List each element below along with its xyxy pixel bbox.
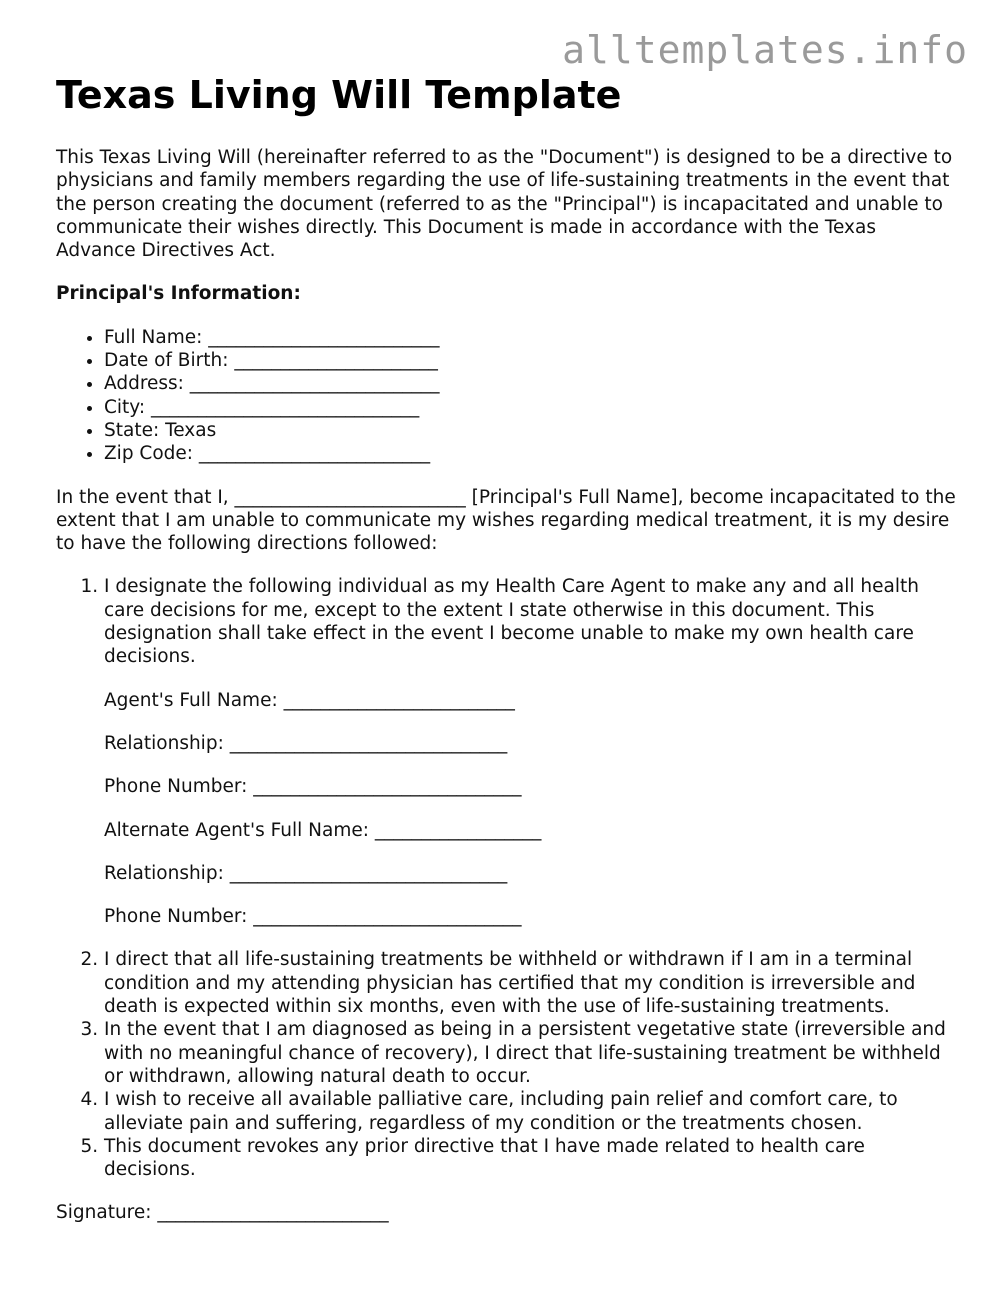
blank-line[interactable]: _________________________ [198, 443, 431, 465]
agent-fields [104, 689, 956, 929]
blank-line[interactable]: _____________________________ [253, 776, 522, 798]
event-paragraph: In the event that I, _________________________ [Principal's Full Name], become incapacitated to the extent that I am unable to communicate my wishes regarding medical treatment, it is my desire to have the following directions followed: [56, 486, 956, 555]
document [56, 72, 956, 1225]
directive-item-5: 5. This document revokes any prior directive that I have made related to health care decisions. [104, 1135, 956, 1182]
field-address: • Address: ___________________________ [104, 372, 956, 395]
agent-phone-field: Phone Number: _____________________________ [104, 776, 522, 798]
directive-item-1: 1. I designate the following individual as my Health Care Agent to make any and all health care decisions for me, except to the extent I state otherwise in this document. This designation shall take effect in the event I become unable to make my own health care decisions. Agent's Full Name: _________________________ Relationship: ______________________________ Phone Number: _____________________________ Alternate Agent's Full Name: __________________ Relationship: ______________________________ Phone Number: _____________________________ [104, 575, 956, 928]
alternate-agent-name-field: Alternate Agent's Full Name: __________________ [104, 819, 542, 841]
blank-line[interactable]: ___________________________ [189, 373, 440, 395]
directive-item-4: 4. I wish to receive all available palliative care, including pain relief and comfort care, to alleviate pain and suffering, regardless of my condition or the treatments chosen. [104, 1088, 956, 1135]
principal-heading: Principal's Information: [56, 283, 301, 305]
principal-name-blank[interactable]: _________________________ [234, 486, 466, 508]
alternate-agent-relationship-field: Relationship: ______________________________ [104, 862, 508, 884]
field-zip-code: • Zip Code: _________________________ [104, 442, 956, 465]
state-value: Texas [165, 419, 217, 441]
blank-line[interactable]: __________________ [374, 819, 542, 841]
signature-blank[interactable]: _________________________ [157, 1202, 389, 1224]
blank-line[interactable]: _____________________________ [253, 906, 522, 928]
field-state: • State: Texas [104, 419, 956, 442]
signature-line: Signature: _________________________ [56, 1202, 389, 1224]
blank-line[interactable]: _____________________________ [151, 396, 420, 418]
blank-line[interactable]: _________________________ [283, 689, 515, 711]
field-date-of-birth: • Date of Birth: ______________________ [104, 349, 956, 372]
principal-info-list [56, 326, 956, 466]
directives-list [56, 575, 956, 1181]
agent-full-name-field: Agent's Full Name: _________________________ [104, 689, 515, 711]
directive-item-2: 2. I direct that all life-sustaining treatments be withheld or withdrawn if I am in a terminal condition and my attending physician has certified that my condition is irreversible and death is expected within six months, even with the use of life-sustaining treatments. [104, 948, 956, 1018]
blank-line[interactable]: _________________________ [208, 326, 440, 348]
field-city: • City: _____________________________ [104, 396, 956, 419]
field-full-name: • Full Name: _________________________ [104, 326, 956, 349]
intro-paragraph: This Texas Living Will (hereinafter referred to as the "Document") is designed to be a directive to physicians and family members regarding the use of life-sustaining treatments in the event that the person creating the document (referred to as the "Principal") is incapacitated and unable to communicate their wishes directly. This Document is made in accordance with the Texas Advance Directives Act. [56, 147, 953, 262]
watermark: alltemplates.info [562, 28, 968, 72]
page-title: Texas Living Will Template [56, 73, 622, 117]
blank-line[interactable]: ______________________ [234, 350, 438, 372]
directive-item-3: 3. In the event that I am diagnosed as being in a persistent vegetative state (irreversible and with no meaningful chance of recovery), I direct that life-sustaining treatment be withheld or withdrawn, allowing natural death to occur. [104, 1018, 956, 1088]
blank-line[interactable]: ______________________________ [229, 862, 508, 884]
agent-relationship-field: Relationship: ______________________________ [104, 732, 508, 754]
alternate-agent-phone-field: Phone Number: _____________________________ [104, 906, 522, 928]
blank-line[interactable]: ______________________________ [229, 732, 508, 754]
